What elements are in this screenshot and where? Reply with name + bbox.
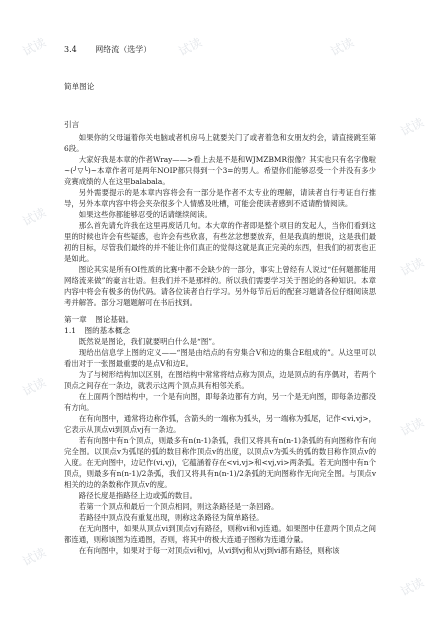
watermark-text: 试读 [328,35,357,59]
intro-paragraph: 另外需要提示的是本章内容将会有一部分是作者不太专业的理解，请读者自行考证自行推导，另外本章内容中将会夹杂很多个人情感及吐槽，可能会使读者感到不适请酌情阅读。 [64,188,376,208]
heading-simple-graph: 简单图论 [64,82,95,91]
heading-intro: 引言 [64,120,80,129]
watermark-text: 试读 [398,575,427,599]
section-heading [64,44,376,55]
intro-paragraph: 那么首先请允许我在这里再废话几句。本大章的作者即是整个项目的发起人，当你们看到这里的时候也许会有些疑惑，也许会有些欣喜，有些忿忿想要放弃，但是我真的想说，这是我们最初的目标，尽管我们最终的并不能让你们真正的觉得这就是真正完美的东西，但我们的初衷也正是如此。 [64,221,376,263]
body-paragraph: 既然说是图论，我们就要明白什么是“图”。 [78,337,220,346]
intro-paragraph: 大家好我是本章的作者Wray——>看上去是不是和WJMZBMR很像？其实也只有名字像啦~(╯▽╰)~本章作者可是两年NOIP都只得到一个3=的男人。希望你们能够忍受一个并没有多少竞赛成绩的人在这里balabala。 [64,155,376,186]
watermark-text: 试读 [398,115,427,139]
subsection-number: 1.1 [64,326,77,335]
body-paragraph: 现给出信息学上图的定义——“图是由结点的有穷集合V和边的集合E组成的”。从这里可以看出对于一张图最重要的是点V和边E。 [64,348,376,368]
intro-paragraph: 图论其实是所有OI性质的比赛中都不会缺少的一部分，事实上曾经有人说过“任何题都能用网络流来做”的豪言壮语。但我们并不是那样的。所以我们需要学习关于图论的各种知识。本章内容中将会有极多的伪代码。请各位读者自行学习。另外每节后后的配套习题请各位仔细阅读思考并解答。部分习题题解可在书后找到。 [64,265,376,307]
chapter-number: 第一章 [64,315,87,324]
section-title: 网络流（选学） [95,45,152,54]
watermark-text: 试读 [20,375,49,399]
watermark-text: 试读 [176,35,205,59]
body-paragraph: 在上面两个图结构中，一个是有向图，即每条边都有方向，另一个是无向图，即每条边都没有方向。 [64,392,376,412]
chapter-title: 图论基础。 [95,315,134,324]
body-paragraph: 为了与树形结构加以区别，在图结构中常常将结点称为顶点，边是顶点的有序偶对，若两个顶点之间存在一条边，就表示这两个顶点具有相邻关系。 [64,370,376,390]
watermark-text: 试读 [20,35,49,59]
section-number: 3.4 [64,45,77,54]
watermark-text: 试读 [20,545,49,569]
body-paragraph: 在无向图中，如果从顶点vi到顶点vj有路径，则称vi和vj连通。如果图中任意两个顶点之间都连通，则称该图为连通图，否则，将其中的极大连通子图称为连通分量。 [64,524,376,544]
body-paragraph: 若路径中顶点没有重复出现，则称这条路径为简单路径。 [78,513,264,522]
body-paragraph: 若有向图中有n个顶点，则最多有n(n-1)条弧，我们又将具有n(n-1)条弧的有向图称作有向完全图。以顶点v为弧尾的弧的数目称作顶点v的出度，以顶点v为弧头的弧的数目称作顶点v的入度。在无向图中，边记作(vi,vj)，它蕴涵着存在<vi,vj>和<vj,vi>两条弧。若无向图中有n个顶点，则最多有n(n-1)/2条弧，我们又将具有n(n-1)/2条弧的无向图称作无向完全图。与顶点v相关的边的条数称作顶点v的度。 [64,436,376,489]
body-paragraph: 在有向图中，通常将边称作弧，含箭头的一端称为弧头，另一端称为弧尾，记作<vi,vj>，它表示从顶点vi到顶点vj有一条边。 [64,414,376,434]
chapter-heading [64,314,376,325]
body-paragraph: 若第一个顶点和最后一个顶点相同，则这条路径是一条回路。 [78,502,279,511]
body-paragraph: 路径长度是指路径上边或弧的数目。 [78,491,198,500]
intro-paragraph: 如果你的父母逼着你关电脑或者机房马上就要关门了或者着急和女朋友约会，请直接跳至第6段。 [64,133,376,153]
subsection-title: 图的基本概念 [84,326,131,335]
watermark-text: 试读 [398,255,427,279]
intro-paragraph: 如果这些你都能够忍受的话请继续阅读。 [78,210,212,219]
watermark-text: 试读 [398,415,427,439]
subsection-heading [64,325,376,336]
body-paragraph: 在有向图中，如果对于每一对顶点vi和vj，从vi到vj和从vj到vi都有路径，则称该 [78,546,340,555]
document-body [64,44,376,556]
watermark-text: 试读 [20,205,49,229]
